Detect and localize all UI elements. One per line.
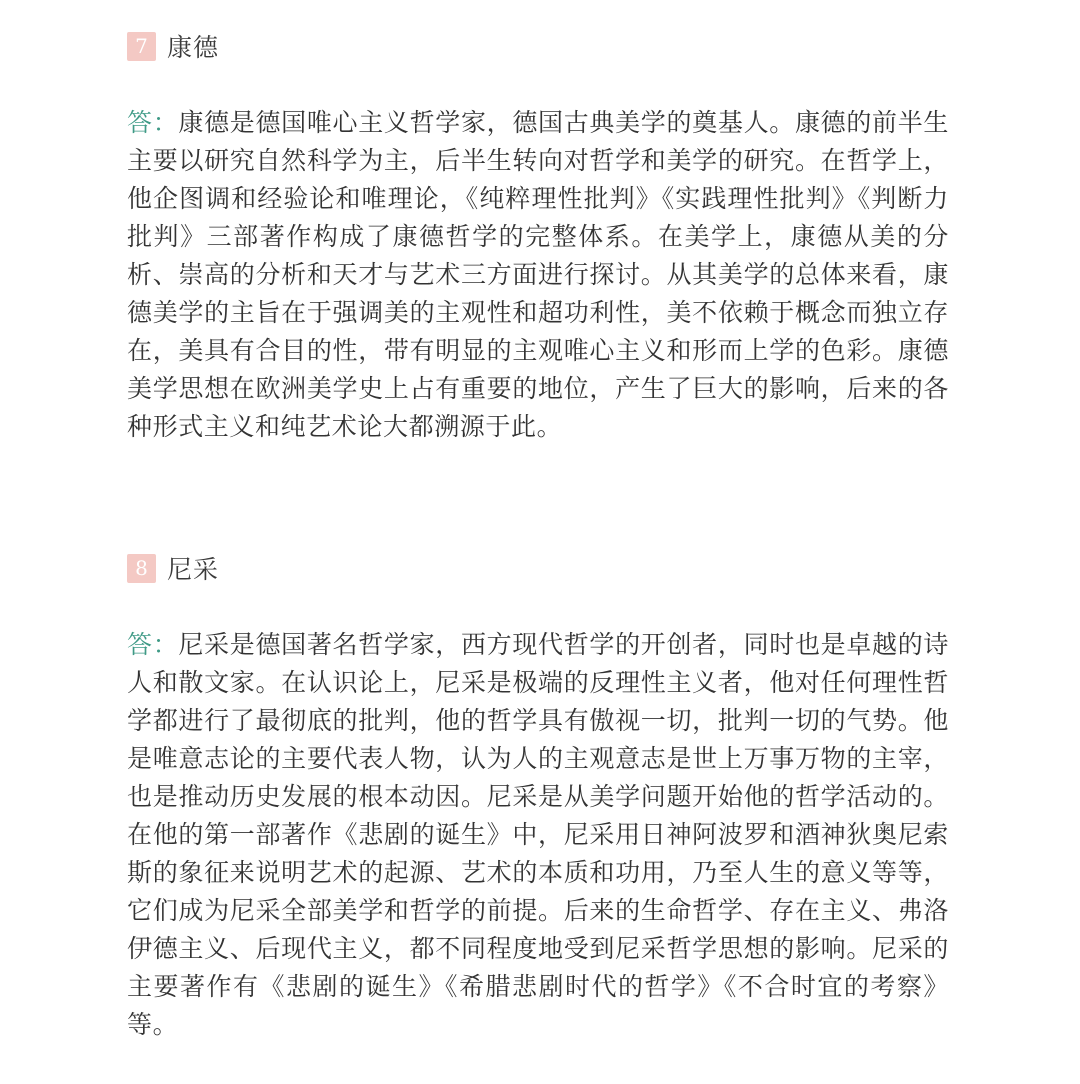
answer-paragraph: [127, 626, 949, 1044]
answer-label: 答：: [127, 630, 179, 659]
section-heading: [127, 26, 949, 66]
section-nietzsche: [127, 548, 949, 1044]
section-number-badge: 7: [127, 32, 156, 61]
section-heading: [127, 548, 949, 588]
section-kant: [127, 26, 949, 446]
answer-text: 尼采是德国著名哲学家，西方现代哲学的开创者，同时也是卓越的诗人和散文家。在认识论上，尼采是极端的反理性主义者，他对任何理性哲学都进行了最彻底的批判，他的哲学具有傲视一切，批判一切的气势。他是唯意志论的主要代表人物，认为人的主观意志是世上万事万物的主宰，也是推动历史发展的根本动因。尼采是从美学问题开始他的哲学活动的。在他的第一部著作《悲剧的诞生》中，尼采用日神阿波罗和酒神狄奥尼索斯的象征来说明艺术的起源、艺术的本质和功用，乃至人生的意义等等，它们成为尼采全部美学和哲学的前提。后来的生命哲学、存在主义、弗洛伊德主义、后现代主义，都不同程度地受到尼采哲学思想的影响。尼采的主要著作有《悲剧的诞生》《希腊悲剧时代的哲学》《不合时宜的考察》等。: [127, 630, 949, 1039]
section-title: 尼采: [167, 555, 220, 584]
answer-text: 康德是德国唯心主义哲学家，德国古典美学的奠基人。康德的前半生主要以研究自然科学为主，后半生转向对哲学和美学的研究。在哲学上，他企图调和经验论和唯理论，《纯粹理性批判》《实践理性批判》《判断力批判》三部著作构成了康德哲学的完整体系。在美学上，康德从美的分析、崇高的分析和天才与艺术三方面进行探讨。从其美学的总体来看，康德美学的主旨在于强调美的主观性和超功利性，美不依赖于概念而独立存在，美具有合目的性，带有明显的主观唯心主义和形而上学的色彩。康德美学思想在欧洲美学史上占有重要的地位，产生了巨大的影响，后来的各种形式主义和纯艺术论大都溯源于此。: [127, 108, 949, 441]
section-number-badge: 8: [127, 554, 156, 583]
section-title: 康德: [167, 33, 220, 62]
answer-paragraph: [127, 104, 949, 446]
answer-label: 答：: [127, 108, 179, 137]
